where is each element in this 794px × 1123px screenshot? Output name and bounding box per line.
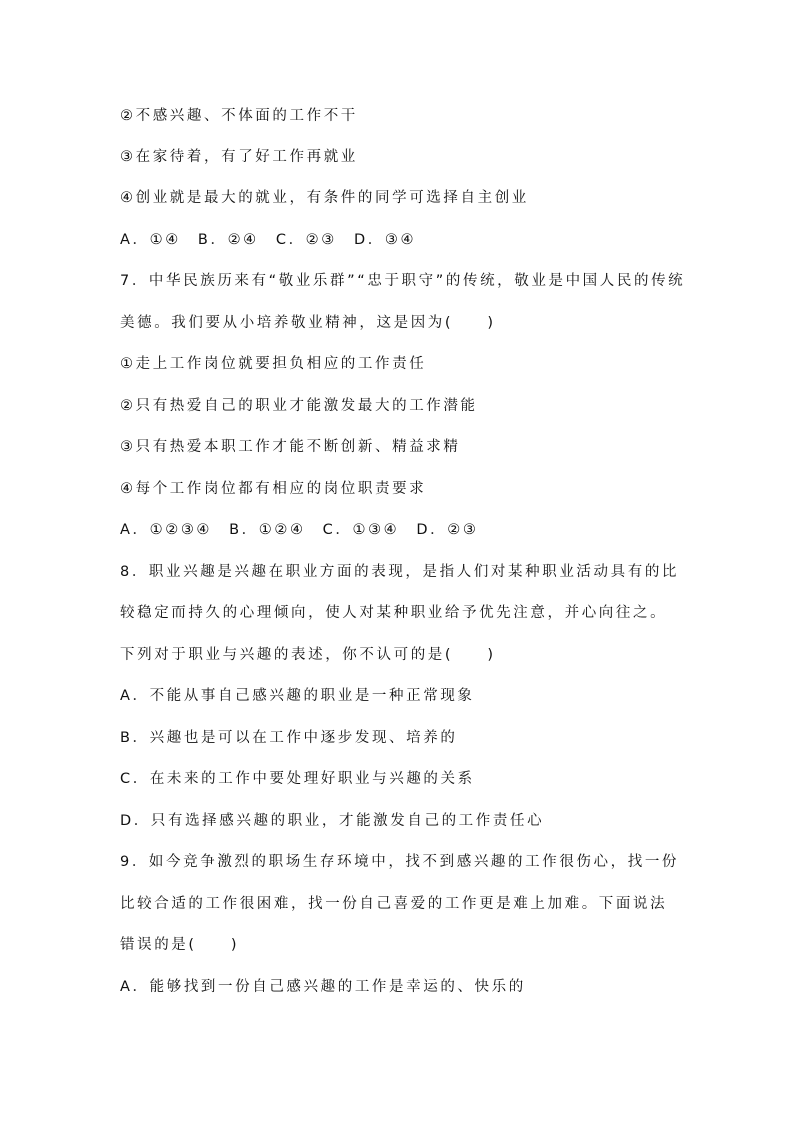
q7-stem-line-1: 7．中华民族历来有“敬业乐群”“忠于职守”的传统，敬业是中国人民的传统 (120, 273, 686, 289)
q8-choice-c: C．在未来的工作中要处理好职业与兴趣的关系 (120, 771, 475, 787)
q7-answer-choices: A．①②③④ B．①②④ C．①③④ D．②③ (120, 522, 479, 538)
option-4-line: ④创业就是最大的就业，有条件的同学可选择自主创业 (120, 190, 529, 206)
option-2-line: ②不感兴趣、不体面的工作不干 (120, 108, 358, 124)
q9-stem-line-2: 比较合适的工作很困难，找一份自己喜爱的工作更是难上加难。下面说法 (120, 896, 668, 912)
q7-stem-line-2: 美德。我们要从小培养敬业精神，这是因为( ) (120, 315, 496, 331)
q9-stem-line-1: 9．如今竞争激烈的职场生存环境中，找不到感兴趣的工作很伤心，找一份 (120, 854, 680, 870)
q8-stem-line-2: 较稳定而持久的心理倾向，使人对某种职业给予优先注意，并心向往之。 (120, 605, 668, 621)
q7-option-4: ④每个工作岗位都有相应的岗位职责要求 (120, 481, 427, 497)
q9-choice-a: A．能够找到一份自己感兴趣的工作是幸运的、快乐的 (120, 979, 526, 995)
q8-choice-d: D．只有选择感兴趣的职业，才能激发自己的工作责任心 (120, 813, 545, 829)
q8-stem-line-3: 下列对于职业与兴趣的表述，你不认可的是( ) (120, 647, 496, 663)
q6-answer-choices: A．①④ B．②④ C．②③ D．③④ (120, 232, 417, 248)
option-3-line: ③在家待着，有了好工作再就业 (120, 149, 358, 165)
q8-stem-line-1: 8．职业兴趣是兴趣在职业方面的表现，是指人们对某种职业活动具有的比 (120, 564, 680, 580)
q7-option-3: ③只有热爱本职工作才能不断创新、精益求精 (120, 439, 461, 455)
q8-choice-a: A．不能从事自己感兴趣的职业是一种正常现象 (120, 688, 475, 704)
q7-option-1: ①走上工作岗位就要担负相应的工作责任 (120, 356, 427, 372)
q7-option-2: ②只有热爱自己的职业才能激发最大的工作潜能 (120, 398, 478, 414)
q8-choice-b: B．兴趣也是可以在工作中逐步发现、培养的 (120, 730, 458, 746)
q9-stem-line-3: 错误的是( ) (120, 937, 240, 953)
